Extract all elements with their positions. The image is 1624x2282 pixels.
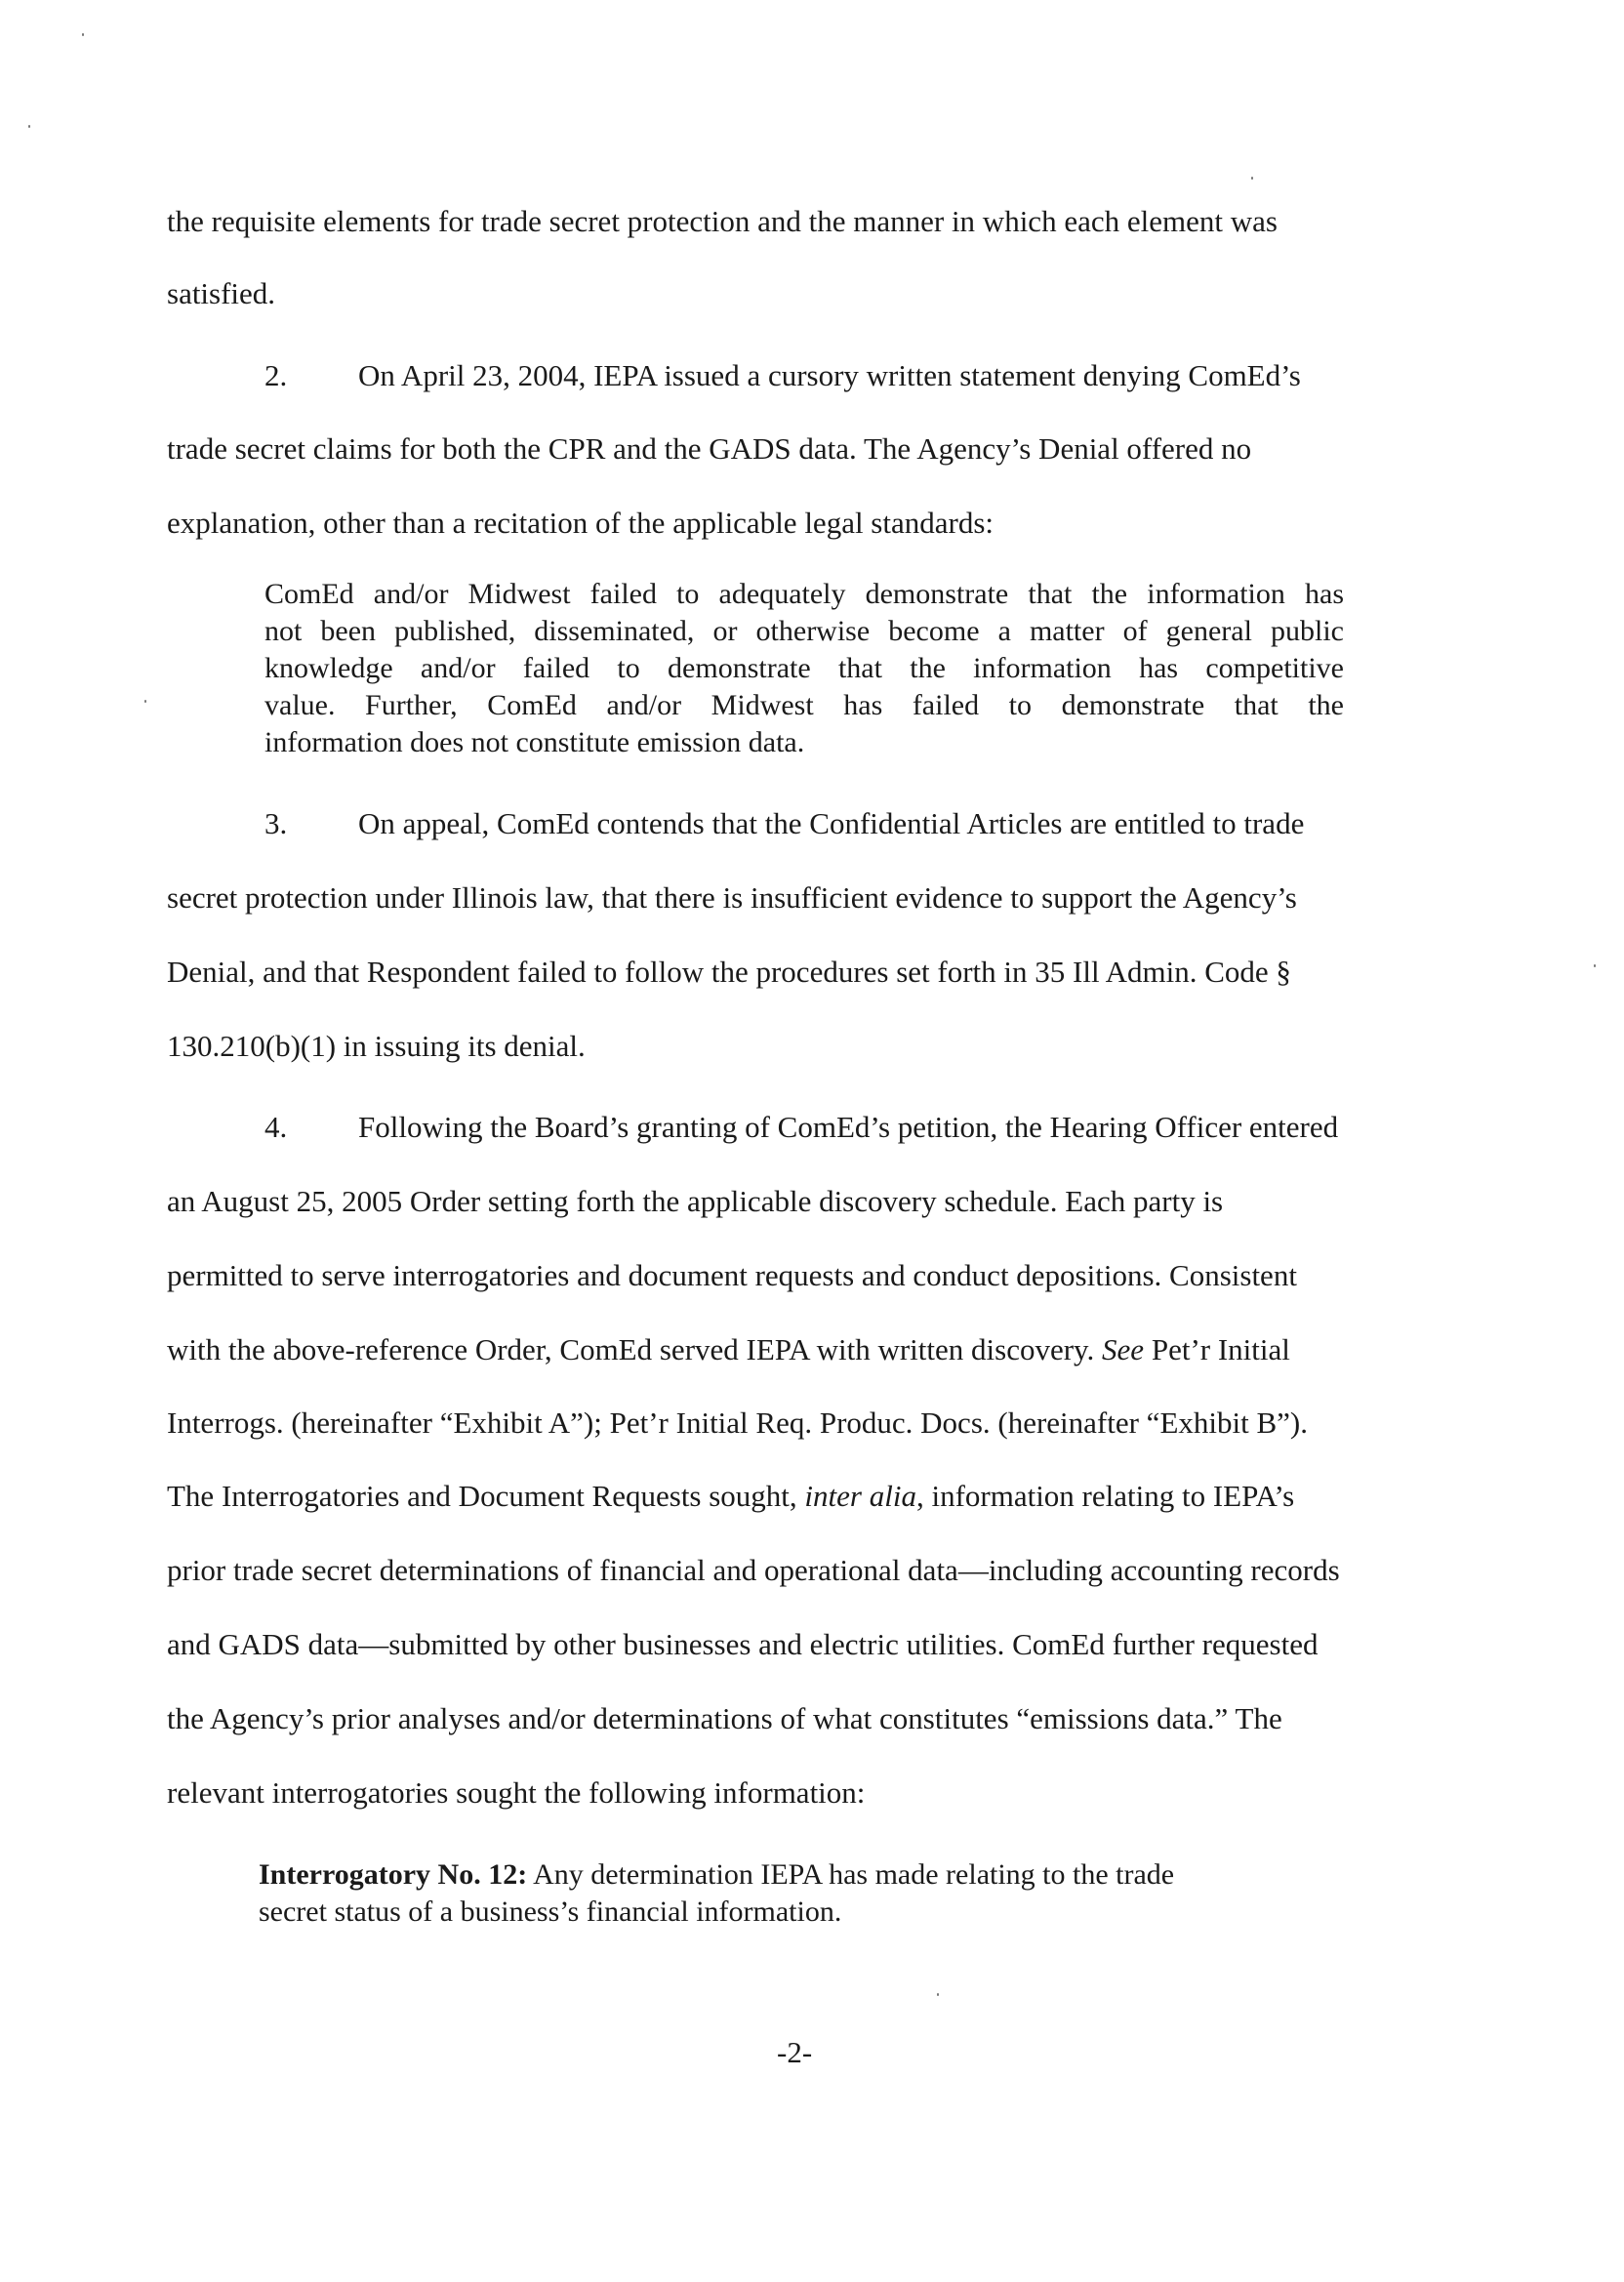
para2-line2: trade secret claims for both the CPR and the GADS data. The Agency’s Denial offered no xyxy=(167,431,1252,466)
scan-speck xyxy=(1594,964,1596,967)
quote-line1: ComEd and/or Midwest failed to adequately demonstrate that the information has xyxy=(264,578,1344,610)
page-number: -2- xyxy=(777,2035,813,2069)
see-signal: See xyxy=(1102,1332,1145,1366)
para4-line5: Interrogs. (hereinafter “Exhibit A”); Pet’r Initial Req. Produc. Docs. (hereinafter “Exhibit B”). xyxy=(167,1406,1308,1440)
para4-line4-a: with the above-reference Order, ComEd served IEPA with written discovery. xyxy=(167,1332,1103,1366)
para4-line8: and GADS data—submitted by other businesses and electric utilities. ComEd further requested xyxy=(167,1627,1319,1661)
para1-line1: the requisite elements for trade secret protection and the manner in which each element was xyxy=(167,204,1278,238)
scan-speck xyxy=(144,700,146,703)
para4-line10: relevant interrogatories sought the following information: xyxy=(167,1775,866,1810)
para4-line6 xyxy=(167,1478,1294,1515)
interrogatory-line2: secret status of a business’s financial information. xyxy=(259,1895,842,1928)
para4-line9: the Agency’s prior analyses and/or determinations of what constitutes “emissions data.” The xyxy=(167,1701,1282,1735)
para3-text1: On appeal, ComEd contends that the Confidential Articles are entitled to trade xyxy=(358,806,1305,840)
para3-line3: Denial, and that Respondent failed to follow the procedures set forth in 35 Ill Admin. Code § xyxy=(167,955,1291,989)
para2-line1 xyxy=(264,357,1301,394)
interrogatory-12 xyxy=(259,1856,1338,1931)
interrogatory-text1: Any determination IEPA has made relating to the trade xyxy=(527,1858,1175,1891)
inter-alia: inter alia xyxy=(804,1479,916,1513)
para4-text1: Following the Board’s granting of ComEd’s petition, the Hearing Officer entered xyxy=(358,1110,1339,1144)
scan-speck xyxy=(82,33,84,36)
interrogatory-line1 xyxy=(259,1856,1338,1894)
para4-line3: permitted to serve interrogatories and document requests and conduct depositions. Consistent xyxy=(167,1258,1297,1292)
para4-line1 xyxy=(264,1109,1338,1146)
para2-number: 2. xyxy=(264,358,288,392)
para3-number: 3. xyxy=(264,806,288,840)
para4-line4 xyxy=(167,1331,1290,1368)
para4-line6-b: , information relating to IEPA’s xyxy=(915,1479,1295,1513)
para4-line4-b: Pet’r Initial xyxy=(1144,1332,1290,1366)
para4-line7: prior trade secret determinations of financial and operational data—including accounting records xyxy=(167,1553,1340,1587)
para2-text1: On April 23, 2004, IEPA issued a cursory written statement denying ComEd’s xyxy=(358,358,1301,392)
quote-line5: information does not constitute emission data. xyxy=(264,726,805,758)
quote-line4: value. Further, ComEd and/or Midwest has failed to demonstrate that the xyxy=(264,689,1344,721)
quote-line2: not been published, disseminated, or otherwise become a matter of general public xyxy=(264,615,1344,647)
quote-line3: knowledge and/or failed to demonstrate that the information has competitive xyxy=(264,652,1344,684)
scan-speck xyxy=(937,1993,939,1996)
para4-line2: an August 25, 2005 Order setting forth the applicable discovery schedule. Each party is xyxy=(167,1184,1224,1218)
para3-line2: secret protection under Illinois law, that there is insufficient evidence to support the Agency’s xyxy=(167,880,1297,915)
para3-line4: 130.210(b)(1) in issuing its denial. xyxy=(167,1029,586,1063)
denial-quote xyxy=(264,576,1344,761)
scan-speck xyxy=(28,125,30,128)
para4-line6-a: The Interrogatories and Document Requests sought, xyxy=(167,1479,805,1513)
para4-number: 4. xyxy=(264,1110,288,1144)
para1-line2: satisfied. xyxy=(167,276,276,310)
interrogatory-label: Interrogatory No. 12: xyxy=(259,1858,528,1891)
para3-line1 xyxy=(264,805,1304,842)
para2-line3: explanation, other than a recitation of the applicable legal standards: xyxy=(167,506,995,540)
scan-speck xyxy=(1251,177,1253,180)
